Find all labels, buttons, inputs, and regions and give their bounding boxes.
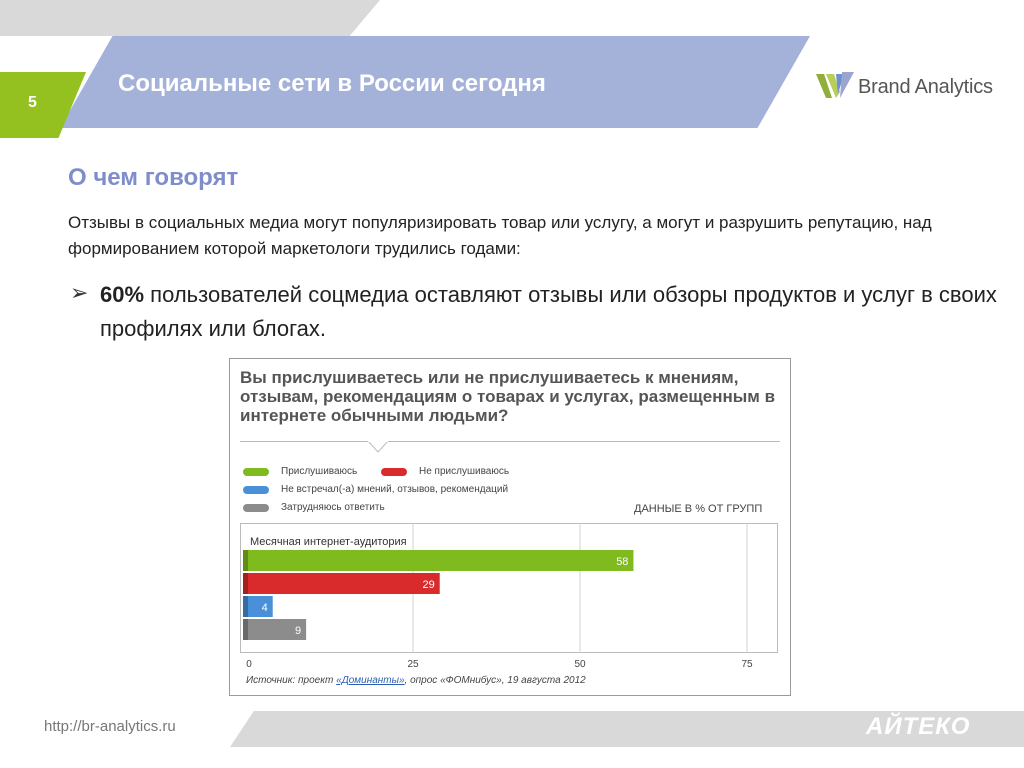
x-tick-label: 0 — [246, 659, 252, 670]
source-prefix: Источник: проект — [246, 675, 337, 686]
legend-item-listen — [243, 466, 357, 477]
legend-label: Не встречал(-а) мнений, отзывов, рекомендаций — [281, 484, 509, 495]
bar-value-label: 29 — [422, 579, 435, 591]
legend-swatch — [243, 504, 269, 512]
legend-swatch — [381, 468, 407, 476]
legend-item-not-listen — [381, 466, 509, 477]
source-suffix: , опрос «ФОМнибус», 19 августа 2012 — [404, 675, 586, 686]
bar-edge — [243, 596, 248, 617]
slide-number-tab — [0, 72, 86, 138]
intro-paragraph: Отзывы в социальных медиа могут популяризировать товар или услугу, а могут и разрушить репутацию, над формированием которой маркетологи трудились годами: — [68, 213, 932, 258]
chart-group-label: Месячная интернет-аудитория — [250, 536, 407, 548]
x-tick-label: 25 — [407, 659, 419, 670]
chart-title-divider — [240, 441, 780, 442]
chart-bars — [240, 523, 778, 673]
legend-swatch — [243, 486, 269, 494]
chart-data-note: ДАННЫЕ В % ОТ ГРУПП — [634, 503, 763, 515]
brand-analytics-logo-text: Brand Analytics — [858, 76, 993, 98]
x-tick-label: 50 — [574, 659, 586, 670]
legend-item-hard-to-say — [243, 502, 385, 513]
iteko-logo: АЙТЕКО — [866, 713, 971, 740]
bar — [243, 550, 633, 571]
divider-notch — [368, 441, 388, 453]
bar-value-label: 58 — [616, 556, 629, 568]
bar — [243, 573, 440, 594]
slide-title: Социальные сети в России сегодня — [118, 70, 546, 97]
footer-url[interactable]: http://br-analytics.ru — [44, 718, 176, 735]
legend-swatch — [243, 468, 269, 476]
bullet-arrow-icon: ➢ — [70, 280, 89, 305]
section-heading: О чем говорят — [68, 164, 239, 191]
bar-value-label: 9 — [294, 625, 302, 637]
top-decor-band — [0, 0, 380, 36]
chart-title: Вы прислушиваетесь или не прислушиваетесь к мнениям, отзывам, рекомендациям о товарах и услугах, размещенным в интернете обычными людьми? — [240, 368, 776, 425]
legend-label: Не прислушиваюсь — [419, 466, 510, 477]
x-tick-label: 75 — [741, 659, 753, 670]
source-link[interactable]: «Доминанты» — [336, 675, 405, 686]
legend-label: Затрудняюсь ответить — [281, 502, 385, 513]
bar-edge — [243, 550, 248, 571]
bar-edge — [243, 573, 248, 594]
logo-mark-icon — [814, 68, 858, 108]
legend-item-not-met — [243, 484, 508, 495]
bullet-body: пользователей соцмедиа оставляют отзывы или обзоры продуктов и услуг в своих профилях или блогах. — [100, 282, 997, 341]
legend-label: Прислушиваюсь — [281, 466, 358, 477]
chart-source — [246, 675, 586, 686]
slide-number: 5 — [28, 94, 37, 111]
bar-edge — [243, 619, 248, 640]
bullet-highlight: 60% — [100, 282, 145, 307]
bullet-text — [100, 278, 1000, 346]
bar-value-label: 4 — [261, 602, 268, 614]
